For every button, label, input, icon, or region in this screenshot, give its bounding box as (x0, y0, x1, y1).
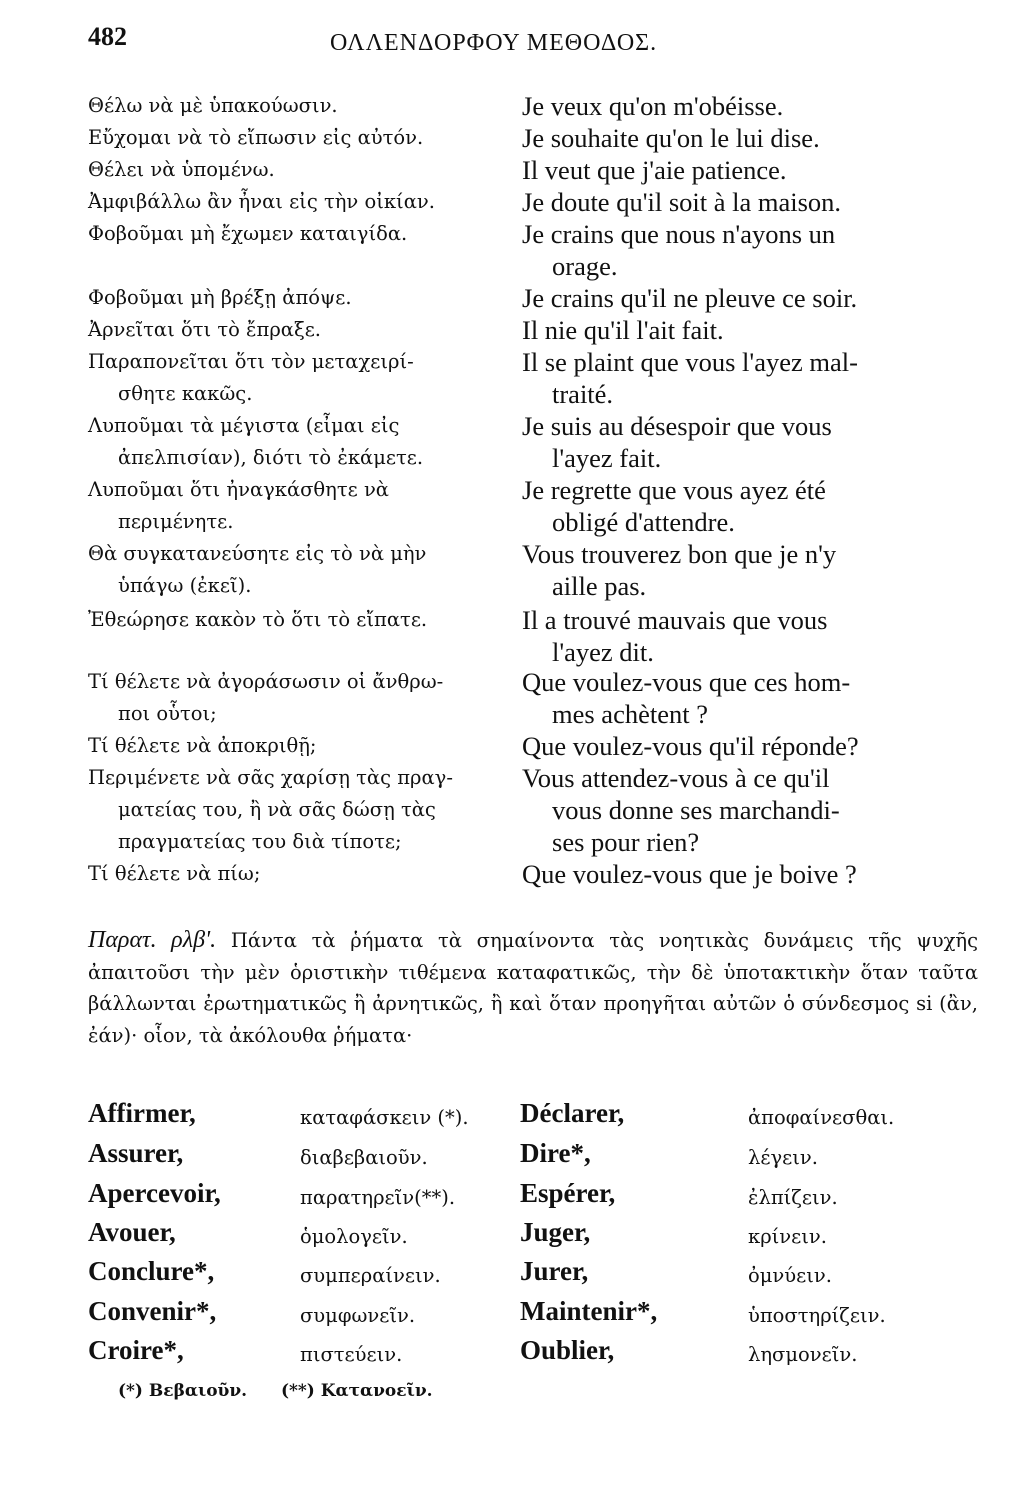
french-sentence (522, 604, 972, 668)
french-sentence (522, 666, 972, 730)
french-verb: Espérer, (520, 1178, 616, 1208)
french-verb: Maintenir*, (520, 1296, 658, 1326)
french-verb: Oublier, (520, 1335, 615, 1365)
greek-verb: κρίνειν. (748, 1225, 827, 1248)
greek-line: Τί θέλετε νὰ πίω; (88, 862, 261, 885)
french-sentence (522, 90, 972, 122)
french-line: Il veut que j'aie patience. (522, 155, 787, 185)
french-line: Je regrette que vous ayez été (522, 475, 826, 505)
greek-line: Λυποῦμαι ὅτι ἠναγκάσθητε νὰ (88, 478, 389, 501)
greek-sentence (88, 154, 508, 186)
greek-line: Θὰ συγκατανεύσητε εἰς τὸ νὰ μὴν (88, 542, 427, 565)
remark-label: Παρατ. ρλβ'. (88, 927, 217, 953)
greek-line: πραγματείας του διὰ τίποτε; (118, 830, 402, 853)
french-verb: Déclarer, (520, 1098, 625, 1128)
greek-line: Θέλει νὰ ὑπομένω. (88, 158, 275, 181)
french-verb: Dire*, (520, 1138, 591, 1168)
french-line: traité. (552, 379, 614, 409)
french-verb: Apercevoir, (88, 1178, 221, 1208)
greek-verb: λησμονεῖν. (748, 1343, 858, 1366)
greek-sentence (88, 218, 508, 250)
french-line: Je crains que nous n'ayons un (522, 219, 836, 249)
french-sentence (522, 282, 972, 314)
grammar-remark (88, 925, 978, 1051)
footnotes (118, 1381, 433, 1401)
greek-line: περιμένητε. (118, 510, 234, 533)
remark-text: Πάντα τὰ ῥήματα τὰ σημαίνοντα τὰς νοητικὰς δυνάμεις τῆς ψυχῆς ἀπαιτοῦσι τὴν μὲν ὁριστικὴν τιθέμενα καταφατικῶς, τὴν δὲ ὑποτακτικὴν ὅταν ταῦτα βάλλωνται ἐρωτηματικῶς ἢ ἀρνητικῶς, ἢ καὶ ὅταν προηγῆται αὐτῶν ὁ σύνδεσμος si (ἂν, ἐάν)· οἷον, τὰ ἀκόλουθα ῥήματα· (88, 929, 978, 1047)
greek-sentence (88, 122, 508, 154)
greek-sentence (88, 314, 508, 346)
greek-line: ἀπελπισίαν), διότι τὸ ἐκάμετε. (118, 446, 424, 469)
greek-line: ματείας του, ἢ νὰ σᾶς δώσῃ τὰς (118, 798, 436, 821)
greek-line: ποι οὗτοι; (118, 702, 217, 725)
french-line: l'ayez dit. (552, 637, 654, 667)
greek-line: ὑπάγω (ἐκεῖ). (118, 574, 252, 597)
greek-verb: πιστεύειν. (300, 1343, 403, 1366)
verb-row (0, 1098, 1021, 1138)
footnote-1: (*) Βεβαιοῦν. (118, 1381, 248, 1401)
french-line: aille pas. (552, 571, 647, 601)
french-verb: Jurer, (520, 1256, 589, 1286)
verb-row (0, 1256, 1021, 1296)
french-verb: Conclure*, (88, 1256, 215, 1286)
greek-sentence (88, 858, 508, 890)
french-line: ses pour rien? (552, 827, 700, 857)
footnote-2: (**) Κατανοεῖν. (280, 1381, 433, 1401)
verb-row (0, 1296, 1021, 1336)
verb-row (0, 1335, 1021, 1375)
french-line: Il nie qu'il l'ait fait. (522, 315, 724, 345)
french-line: Je veux qu'on m'obéisse. (522, 91, 784, 121)
greek-verb: ἀποφαίνεσθαι. (748, 1106, 895, 1129)
greek-line: Ἀρνεῖται ὅτι τὸ ἔπραξε. (88, 318, 322, 341)
french-sentence (522, 762, 972, 858)
french-line: Je crains qu'il ne pleuve ce soir. (522, 283, 858, 313)
french-sentence (522, 474, 972, 538)
french-verb: Convenir*, (88, 1296, 217, 1326)
french-line: Que voulez-vous qu'il réponde? (522, 731, 859, 761)
greek-line: Ἀμφιβάλλω ἂν ἦναι εἰς τὴν οἰκίαν. (88, 190, 435, 213)
greek-verb: διαβεβαιοῦν. (300, 1146, 428, 1169)
greek-verb: παρατηρεῖν(**). (300, 1186, 456, 1209)
greek-line: Ἐθεώρησε κακὸν τὸ ὅτι τὸ εἴπατε. (88, 608, 428, 631)
french-line: Que voulez-vous que je boive ? (522, 859, 857, 889)
french-sentence (522, 858, 972, 890)
french-line: orage. (552, 251, 618, 281)
greek-line: Λυποῦμαι τὰ μέγιστα (εἶμαι εἰς (88, 414, 400, 437)
french-line: Il a trouvé mauvais que vous (522, 605, 828, 635)
french-verb: Avouer, (88, 1217, 176, 1247)
greek-sentence (88, 730, 508, 762)
french-sentence (522, 346, 972, 410)
verb-row (0, 1138, 1021, 1178)
french-sentence (522, 538, 972, 602)
greek-verb: ὑποστηρίζειν. (748, 1304, 886, 1327)
greek-line: Φοβοῦμαι μὴ ἔχωμεν καταιγίδα. (88, 222, 408, 245)
verb-row (0, 1178, 1021, 1218)
french-sentence (522, 314, 972, 346)
greek-line: σθητε κακῶς. (118, 382, 253, 405)
french-sentence (522, 410, 972, 474)
greek-sentence (88, 666, 508, 730)
french-verb: Assurer, (88, 1138, 184, 1168)
page-number: 482 (88, 22, 127, 51)
greek-sentence (88, 90, 508, 122)
french-verb: Affirmer, (88, 1098, 196, 1128)
greek-verb: λέγειν. (748, 1146, 818, 1169)
greek-verb: συμπεραίνειν. (300, 1264, 441, 1287)
greek-sentence (88, 186, 508, 218)
french-line: Il se plaint que vous l'ayez mal- (522, 347, 858, 377)
greek-verb: ἐλπίζειν. (748, 1186, 838, 1209)
greek-sentence (88, 762, 508, 858)
french-sentence (522, 218, 972, 282)
verb-row (0, 1217, 1021, 1257)
greek-sentence (88, 282, 508, 314)
french-sentence (522, 154, 972, 186)
french-verb: Croire*, (88, 1335, 184, 1365)
french-line: Je souhaite qu'on le lui dise. (522, 123, 820, 153)
greek-line: Τί θέλετε νὰ ἀποκριθῇ; (88, 734, 317, 757)
french-line: Vous trouverez bon que je n'y (522, 539, 837, 569)
greek-verb: καταφάσκειν (*). (300, 1106, 469, 1129)
french-line: Vous attendez-vous à ce qu'il (522, 763, 830, 793)
french-verb: Juger, (520, 1217, 591, 1247)
greek-line: Παραπονεῖται ὅτι τὸν μεταχειρί- (88, 350, 414, 373)
french-sentence (522, 730, 972, 762)
greek-sentence (88, 604, 508, 636)
french-line: l'ayez fait. (552, 443, 662, 473)
greek-sentence (88, 410, 508, 474)
french-line: obligé d'attendre. (552, 507, 735, 537)
greek-sentence (88, 538, 508, 602)
french-sentence (522, 186, 972, 218)
greek-verb: συμφωνεῖν. (300, 1304, 416, 1327)
greek-verb: ὀμνύειν. (748, 1264, 832, 1287)
french-line: Je suis au désespoir que vous (522, 411, 832, 441)
greek-line: Εὔχομαι νὰ τὸ εἴπωσιν εἰς αὐτόν. (88, 126, 424, 149)
french-sentence (522, 122, 972, 154)
greek-line: Τί θέλετε νὰ ἀγοράσωσιν οἱ ἄνθρω- (88, 670, 444, 693)
greek-line: Φοβοῦμαι μὴ βρέξῃ ἀπόψε. (88, 286, 352, 309)
french-line: Je doute qu'il soit à la maison. (522, 187, 842, 217)
french-line: vous donne ses marchandi- (552, 795, 840, 825)
greek-verb: ὁμολογεῖν. (300, 1225, 408, 1248)
running-title: ΟΛΛΕΝΔΟΡΦΟΥ ΜΕΘΟΔΟΣ. (330, 30, 658, 56)
greek-sentence (88, 346, 508, 410)
greek-line: Περιμένετε νὰ σᾶς χαρίσῃ τὰς πραγ- (88, 766, 453, 789)
greek-line: Θέλω νὰ μὲ ὑπακούωσιν. (88, 94, 338, 117)
greek-sentence (88, 474, 508, 538)
french-line: mes achètent ? (552, 699, 708, 729)
french-line: Que voulez-vous que ces hom- (522, 667, 851, 697)
